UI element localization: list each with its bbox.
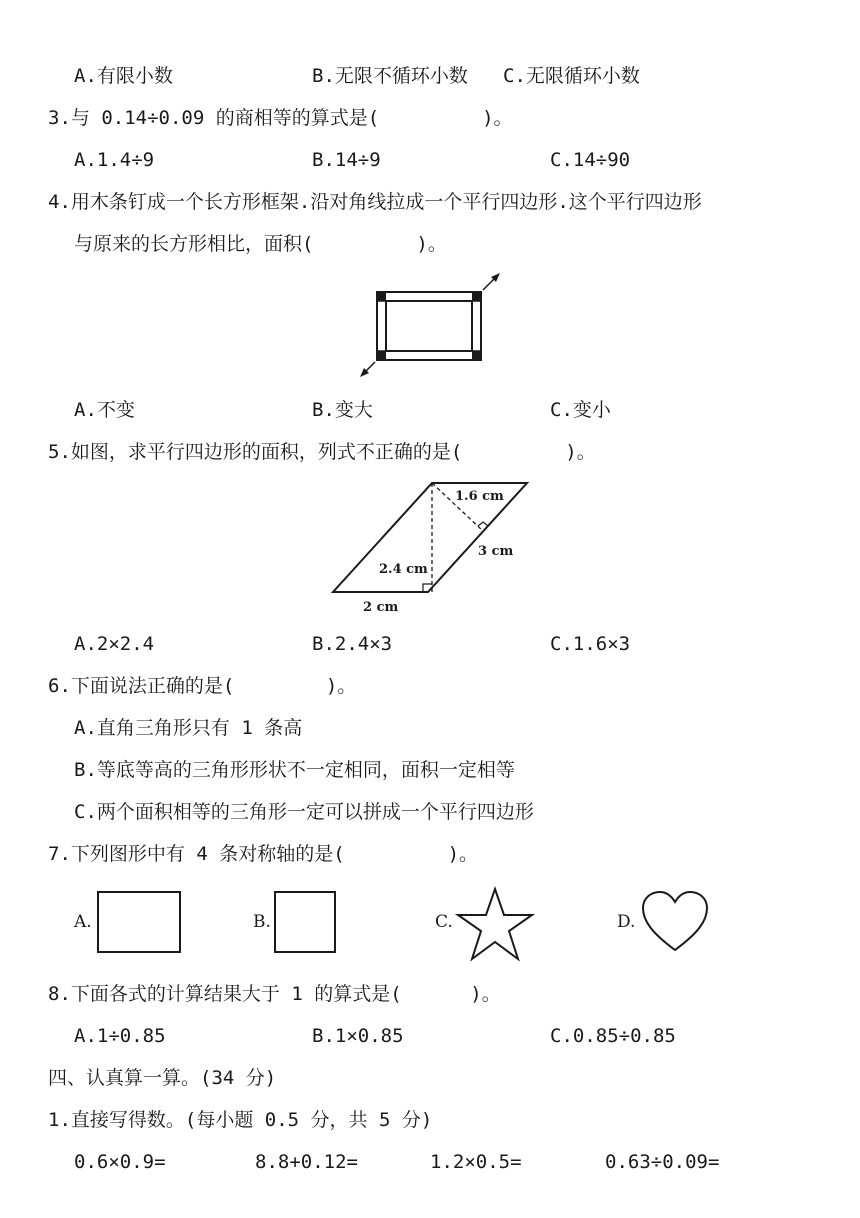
square-shape [273,890,337,954]
label-height-2-4cm: 2.4 cm [379,562,428,577]
q4-stem-line1: 4.用木条钉成一个长方形框架.沿对角线拉成一个平行四边形.这个平行四边形 [48,191,702,213]
q6-option-b: B.等底等高的三角形形状不一定相同，面积一定相等 [74,759,515,781]
rectangle-shape [96,890,182,954]
label-side-3cm: 3 cm [478,544,514,559]
q6-option-a: A.直角三角形只有 1 条高 [74,717,303,739]
label-base-2cm: 2 cm [363,600,399,615]
calc-item-1: 0.6×0.9= [74,1151,166,1173]
section4-title: 四、认真算一算。(34 分) [48,1067,277,1089]
star-shape [455,886,535,962]
q7-label-c: C. [435,912,453,932]
q3-stem: 3.与 0.14÷0.09 的商相等的算式是( )。 [48,107,513,129]
rectangle-frame-figure [355,270,505,382]
q5-option-c: C.1.6×3 [550,633,631,655]
q4-option-b: B.变大 [312,399,373,421]
calc-item-3: 1.2×0.5= [430,1151,522,1173]
q6-stem: 6.下面说法正确的是( )。 [48,675,357,697]
q7-label-a: A. [74,912,92,932]
q5-option-a: A.2×2.4 [74,633,155,655]
q8-option-b: B.1×0.85 [312,1025,404,1047]
q7-label-b: B. [253,912,271,932]
heart-shape [640,889,710,953]
q5-stem: 5.如图，求平行四边形的面积，列式不正确的是( )。 [48,441,596,463]
q2-option-c: C.无限循环小数 [503,65,640,87]
parallelogram-figure [325,475,535,620]
q8-option-a: A.1÷0.85 [74,1025,166,1047]
q4-stem-line2: 与原来的长方形相比，面积( )。 [74,233,447,255]
q3-option-c: C.14÷90 [550,149,631,171]
label-top-1-6cm: 1.6 cm [455,489,504,504]
q2-option-a: A.有限小数 [74,65,173,87]
q8-stem: 8.下面各式的计算结果大于 1 的算式是( )。 [48,983,501,1005]
q8-option-c: C.0.85÷0.85 [550,1025,676,1047]
q4-option-c: C.变小 [550,399,611,421]
q6-option-c: C.两个面积相等的三角形一定可以拼成一个平行四边形 [74,801,534,823]
calc-item-4: 0.63÷0.09= [605,1151,720,1173]
q7-stem: 7.下列图形中有 4 条对称轴的是( )。 [48,843,479,865]
q3-option-a: A.1.4÷9 [74,149,155,171]
q4-option-a: A.不变 [74,399,135,421]
section4-sub1: 1.直接写得数。(每小题 0.5 分，共 5 分) [48,1109,433,1131]
q2-option-b: B.无限不循环小数 [312,65,468,87]
q5-option-b: B.2.4×3 [312,633,393,655]
q3-option-b: B.14÷9 [312,149,381,171]
calc-item-2: 8.8+0.12= [255,1151,358,1173]
q7-label-d: D. [617,912,636,932]
